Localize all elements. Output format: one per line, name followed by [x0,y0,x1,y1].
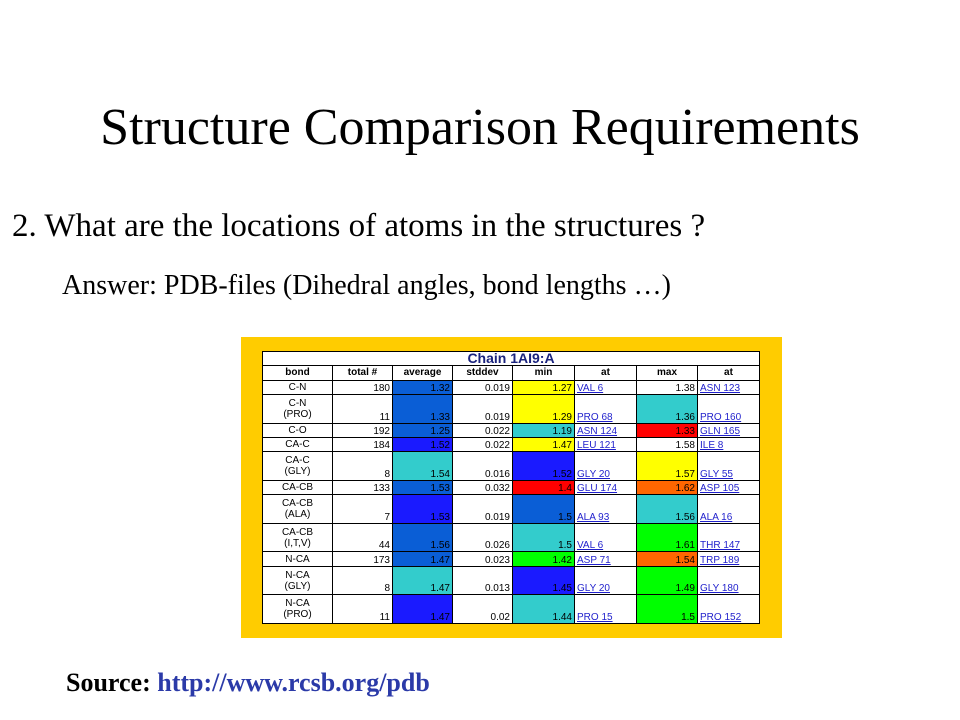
total-cell: 192 [333,423,393,437]
stddev-cell: 0.023 [453,552,513,566]
min-at-link[interactable]: ASN 124 [575,423,637,437]
total-cell: 44 [333,523,393,552]
average-cell: 1.33 [393,394,453,423]
stddev-cell: 0.019 [453,380,513,394]
table-row [263,595,760,624]
header-cell: stddev [453,366,513,380]
question-text: 2. What are the locations of atoms in the structures ? [12,208,706,244]
bond-cell: CA-C [263,437,333,451]
min-at-link[interactable]: LEU 121 [575,437,637,451]
min-cell: 1.47 [513,437,575,451]
max-at-link[interactable]: ASP 105 [698,480,760,494]
stddev-cell: 0.032 [453,480,513,494]
bond-cell: N-CA (GLY) [263,566,333,595]
stddev-cell: 0.02 [453,595,513,624]
average-cell: 1.32 [393,380,453,394]
bond-cell: C-N [263,380,333,394]
stddev-cell: 0.022 [453,437,513,451]
min-cell: 1.52 [513,452,575,481]
header-cell: at [698,366,760,380]
min-cell: 1.44 [513,595,575,624]
max-at-link[interactable]: PRO 152 [698,595,760,624]
stddev-cell: 0.022 [453,423,513,437]
max-at-link[interactable]: GLN 165 [698,423,760,437]
total-cell: 11 [333,595,393,624]
max-cell: 1.36 [637,394,698,423]
min-at-link[interactable]: GLY 20 [575,566,637,595]
average-cell: 1.53 [393,480,453,494]
min-cell: 1.27 [513,380,575,394]
min-at-link[interactable]: PRO 68 [575,394,637,423]
max-cell: 1.61 [637,523,698,552]
max-at-link[interactable]: GLY 55 [698,452,760,481]
stddev-cell: 0.019 [453,495,513,524]
bond-cell: CA-CB (ALA) [263,495,333,524]
average-cell: 1.52 [393,437,453,451]
total-cell: 11 [333,394,393,423]
max-cell: 1.49 [637,566,698,595]
table-caption-row [263,352,760,366]
max-cell: 1.56 [637,495,698,524]
bond-cell: C-N (PRO) [263,394,333,423]
total-cell: 133 [333,480,393,494]
max-at-link[interactable]: ILE 8 [698,437,760,451]
min-at-link[interactable]: VAL 6 [575,380,637,394]
max-cell: 1.33 [637,423,698,437]
total-cell: 8 [333,566,393,595]
table-header-row [263,366,760,380]
bond-cell: CA-CB [263,480,333,494]
bond-statistics-table [262,351,760,624]
average-cell: 1.56 [393,523,453,552]
max-cell: 1.54 [637,552,698,566]
max-at-link[interactable]: ALA 16 [698,495,760,524]
stddev-cell: 0.016 [453,452,513,481]
table-row [263,566,760,595]
max-at-link[interactable]: THR 147 [698,523,760,552]
table-row [263,437,760,451]
min-at-link[interactable]: GLU 174 [575,480,637,494]
total-cell: 7 [333,495,393,524]
table-row [263,380,760,394]
header-cell: average [393,366,453,380]
stddev-cell: 0.026 [453,523,513,552]
min-at-link[interactable]: ALA 93 [575,495,637,524]
min-at-link[interactable]: ASP 71 [575,552,637,566]
max-cell: 1.57 [637,452,698,481]
table-row [263,394,760,423]
max-at-link[interactable]: PRO 160 [698,394,760,423]
max-cell: 1.58 [637,437,698,451]
table-row [263,523,760,552]
bond-cell: N-CA [263,552,333,566]
min-at-link[interactable]: PRO 15 [575,595,637,624]
max-cell: 1.38 [637,380,698,394]
answer-text: Answer: PDB-files (Dihedral angles, bond lengths …) [62,270,671,301]
average-cell: 1.54 [393,452,453,481]
average-cell: 1.47 [393,552,453,566]
total-cell: 180 [333,380,393,394]
table-caption: Chain 1AI9:A [263,352,760,366]
table-row [263,495,760,524]
min-at-link[interactable]: GLY 20 [575,452,637,481]
max-at-link[interactable]: TRP 189 [698,552,760,566]
min-cell: 1.19 [513,423,575,437]
header-cell: max [637,366,698,380]
table-row [263,552,760,566]
stddev-cell: 0.019 [453,394,513,423]
max-at-link[interactable]: ASN 123 [698,380,760,394]
header-cell: bond [263,366,333,380]
average-cell: 1.47 [393,595,453,624]
average-cell: 1.47 [393,566,453,595]
table-row [263,423,760,437]
min-cell: 1.4 [513,480,575,494]
source-label: Source: [66,668,151,697]
bond-cell: CA-C (GLY) [263,452,333,481]
bond-cell: CA-CB (I,T,V) [263,523,333,552]
max-cell: 1.62 [637,480,698,494]
min-cell: 1.45 [513,566,575,595]
total-cell: 184 [333,437,393,451]
header-cell: min [513,366,575,380]
min-cell: 1.42 [513,552,575,566]
min-cell: 1.29 [513,394,575,423]
bond-cell: N-CA (PRO) [263,595,333,624]
source-link[interactable]: http://www.rcsb.org/pdb [157,668,430,697]
bond-cell: C-O [263,423,333,437]
stddev-cell: 0.013 [453,566,513,595]
table-row [263,452,760,481]
average-cell: 1.53 [393,495,453,524]
total-cell: 8 [333,452,393,481]
min-cell: 1.5 [513,495,575,524]
table-row [263,480,760,494]
table-image-frame [241,337,782,638]
slide-title: Structure Comparison Requirements [100,99,860,156]
table-body [263,380,760,623]
header-cell: total # [333,366,393,380]
total-cell: 173 [333,552,393,566]
average-cell: 1.25 [393,423,453,437]
max-cell: 1.5 [637,595,698,624]
max-at-link[interactable]: GLY 180 [698,566,760,595]
source-line [66,666,430,700]
min-at-link[interactable]: VAL 6 [575,523,637,552]
header-cell: at [575,366,637,380]
min-cell: 1.5 [513,523,575,552]
